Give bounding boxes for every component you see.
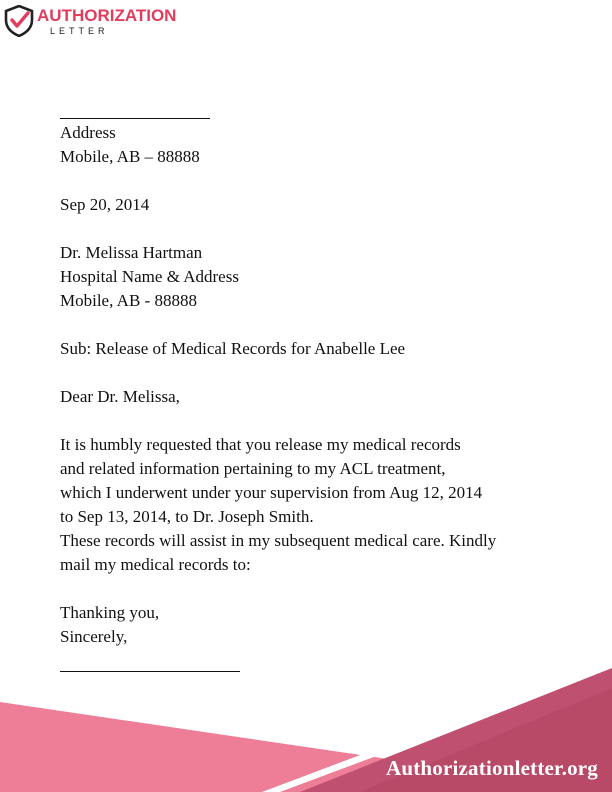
body-line: It is humbly requested that you release my medical records	[60, 435, 461, 454]
closing-thanks: Thanking you,	[60, 603, 160, 622]
body-line: mail my medical records to:	[60, 555, 251, 574]
recipient-name: Dr. Melissa Hartman	[60, 243, 203, 262]
logo	[4, 4, 177, 40]
recipient-address: Hospital Name & Address	[60, 267, 239, 286]
sender-signature-line	[60, 118, 210, 119]
closing-sincerely: Sincerely,	[60, 627, 128, 646]
shield-check-icon	[4, 5, 34, 37]
body-line: and related information pertaining to my ACL treatment,	[60, 459, 446, 478]
website-link[interactable]: Authorizationletter.org	[385, 756, 598, 780]
logo-title: AUTHORIZATION	[37, 6, 177, 25]
salutation: Dear Dr. Melissa,	[60, 387, 180, 406]
body-line: to Sep 13, 2014, to Dr. Joseph Smith.	[60, 507, 314, 526]
body-line: which I underwent under your supervision from Aug 12, 2014	[60, 483, 483, 502]
letter-body	[60, 100, 590, 672]
subject-line: Sub: Release of Medical Records for Anabelle Lee	[60, 339, 406, 358]
sender-city: Mobile, AB – 88888	[60, 147, 200, 166]
logo-subtitle: LETTER	[50, 26, 109, 36]
recipient-city: Mobile, AB - 88888	[60, 291, 197, 310]
body-line: These records will assist in my subsequent medical care. Kindly	[60, 531, 497, 550]
letter-date: Sep 20, 2014	[60, 195, 150, 214]
sender-address: Address	[60, 123, 116, 142]
